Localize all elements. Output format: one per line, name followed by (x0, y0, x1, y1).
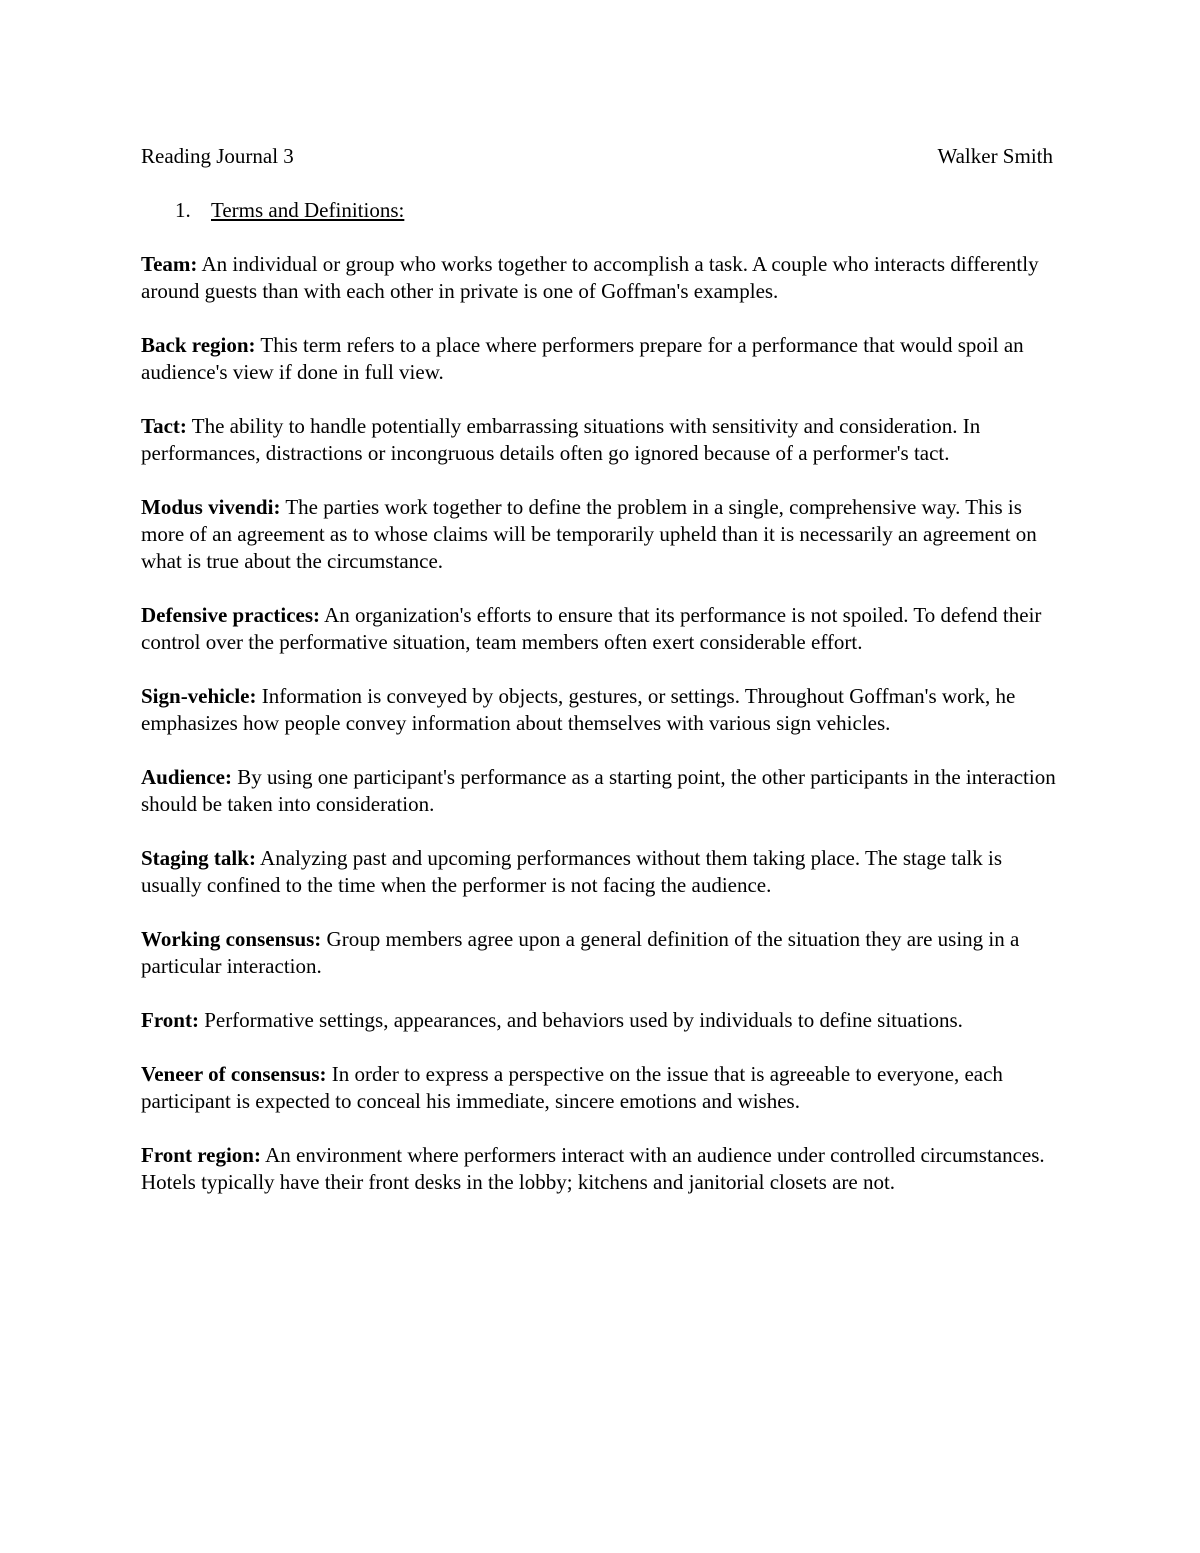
definition-entry-veneer-of-consensus (141, 1061, 1066, 1115)
definition-text: An environment where performers interact with an audience under controlled circumstances. Hotels typically have their front desks in the lobby; kitchens and janitorial closets are not. (141, 1143, 1045, 1194)
definition-term: Team: (141, 252, 198, 276)
definition-entry-front (141, 1007, 1066, 1034)
page-header (141, 143, 1053, 170)
definition-text: Information is conveyed by objects, gestures, or settings. Throughout Goffman's work, he emphasizes how people convey information about themselves with various sign vehicles. (141, 684, 1016, 735)
definition-term: Working consensus: (141, 927, 322, 951)
definition-entry-defensive-practices (141, 602, 1066, 656)
definition-term: Back region: (141, 333, 256, 357)
definition-text: An organization's efforts to ensure that its performance is not spoiled. To defend their control over the performative situation, team members often exert considerable effort. (141, 603, 1042, 654)
definition-text: This term refers to a place where performers prepare for a performance that would spoil an audience's view if done in full view. (141, 333, 1024, 384)
definition-entry-audience (141, 764, 1066, 818)
author-name: Walker Smith (937, 144, 1053, 168)
definition-text: The ability to handle potentially embarrassing situations with sensitivity and consideration. In performances, distractions or incongruous details often go ignored because of a performer's tact. (141, 414, 981, 465)
definition-term: Defensive practices: (141, 603, 321, 627)
definition-entry-back-region (141, 332, 1066, 386)
definition-term: Front: (141, 1008, 199, 1032)
section-heading (175, 197, 404, 224)
definition-entry-staging-talk (141, 845, 1066, 899)
definition-text: An individual or group who works together to accomplish a task. A couple who interacts differently around guests than with each other in private is one of Goffman's examples. (141, 252, 1039, 303)
section-title: Terms and Definitions: (211, 198, 405, 222)
definition-term: Staging talk: (141, 846, 256, 870)
document-title: Reading Journal 3 (141, 144, 294, 168)
definition-term: Tact: (141, 414, 187, 438)
definition-entry-sign-vehicle (141, 683, 1066, 737)
definition-text: In order to express a perspective on the issue that is agreeable to everyone, each participant is expected to conceal his immediate, sincere emotions and wishes. (141, 1062, 1003, 1113)
definition-entry-team (141, 251, 1066, 305)
definition-term: Modus vivendi: (141, 495, 281, 519)
definition-text: The parties work together to define the problem in a single, comprehensive way. This is more of an agreement as to whose claims will be temporarily upheld than it is necessarily an agreement on what is true about the circumstance. (141, 495, 1037, 573)
definitions-list (141, 251, 1066, 1223)
definition-entry-working-consensus (141, 926, 1066, 980)
definition-text: Group members agree upon a general definition of the situation they are using in a particular interaction. (141, 927, 1020, 978)
definition-term: Sign-vehicle: (141, 684, 257, 708)
definition-text: Analyzing past and upcoming performances without them taking place. The stage talk is usually confined to the time when the performer is not facing the audience. (141, 846, 1003, 897)
section-number: 1. (175, 198, 191, 222)
definition-term: Veneer of consensus: (141, 1062, 327, 1086)
definition-entry-front-region (141, 1142, 1066, 1196)
definition-term: Front region: (141, 1143, 261, 1167)
definition-term: Audience: (141, 765, 232, 789)
definition-entry-modus-vivendi (141, 494, 1066, 575)
definition-text: By using one participant's performance as a starting point, the other participants in the interaction should be taken into consideration. (141, 765, 1056, 816)
definition-text: Performative settings, appearances, and behaviors used by individuals to define situations. (204, 1008, 963, 1032)
definition-entry-tact (141, 413, 1066, 467)
